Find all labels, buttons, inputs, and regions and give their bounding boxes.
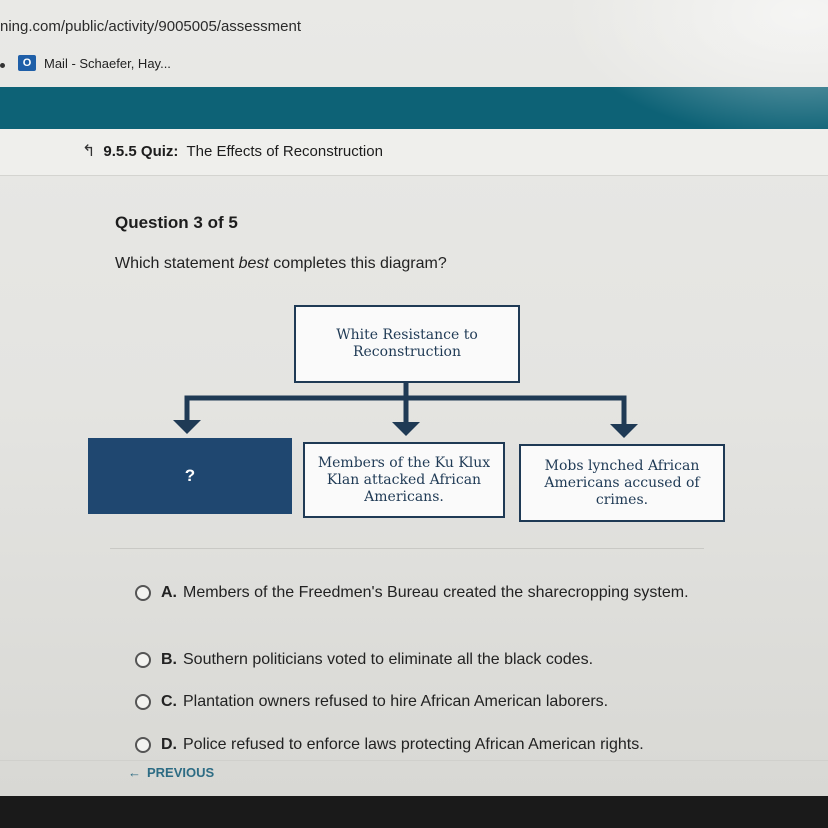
bookmark-label: Mail - Schaefer, Hay... bbox=[44, 55, 171, 71]
radio-d[interactable] bbox=[135, 737, 151, 753]
diagram-top-box: White Resistance to Reconstruction bbox=[294, 305, 520, 383]
outlook-icon: O bbox=[18, 55, 36, 71]
previous-button[interactable] bbox=[128, 765, 214, 780]
option-c[interactable] bbox=[135, 693, 608, 711]
option-b[interactable] bbox=[135, 651, 593, 669]
option-d[interactable] bbox=[135, 736, 644, 754]
back-arrow-icon[interactable]: ↰ bbox=[82, 143, 96, 160]
radio-a[interactable] bbox=[135, 585, 151, 601]
quiz-number: 9.5.5 Quiz: bbox=[103, 142, 179, 160]
arrow-right-icon bbox=[610, 424, 638, 438]
monitor-bezel bbox=[0, 796, 828, 828]
option-d-text: D. Police refused to enforce laws protecting African American rights. bbox=[161, 736, 644, 753]
divider bbox=[110, 548, 704, 549]
radio-b[interactable] bbox=[135, 652, 151, 668]
arrow-left-icon bbox=[173, 420, 201, 434]
option-c-text: C. Plantation owners refused to hire African American laborers. bbox=[161, 693, 609, 710]
arrow-middle-icon bbox=[392, 422, 420, 436]
radio-c[interactable] bbox=[135, 694, 151, 710]
question-text: Which statement best completes this diagram? bbox=[115, 255, 447, 272]
question-emphasis: best bbox=[238, 255, 269, 272]
diagram-right-box: Mobs lynched African Americans accused of crimes. bbox=[519, 444, 725, 522]
option-b-text: B. Southern politicians voted to eliminate all the black codes. bbox=[161, 651, 594, 668]
previous-label: PREVIOUS bbox=[147, 765, 215, 780]
question-counter: Question 3 of 5 bbox=[115, 213, 238, 232]
arrow-left-icon: ← bbox=[128, 765, 141, 780]
diagram-unknown-box: ? bbox=[88, 438, 292, 514]
diagram-middle-box: Members of the Ku Klux Klan attacked African Americans. bbox=[303, 442, 505, 518]
bottom-divider bbox=[0, 760, 828, 761]
option-a-text: A. Members of the Freedmen's Bureau created the sharecropping system. bbox=[161, 584, 689, 601]
address-bar-url[interactable]: ning.com/public/activity/9005005/assessment bbox=[0, 18, 301, 35]
quiz-name: The Effects of Reconstruction bbox=[186, 142, 383, 160]
option-a[interactable] bbox=[135, 584, 695, 602]
